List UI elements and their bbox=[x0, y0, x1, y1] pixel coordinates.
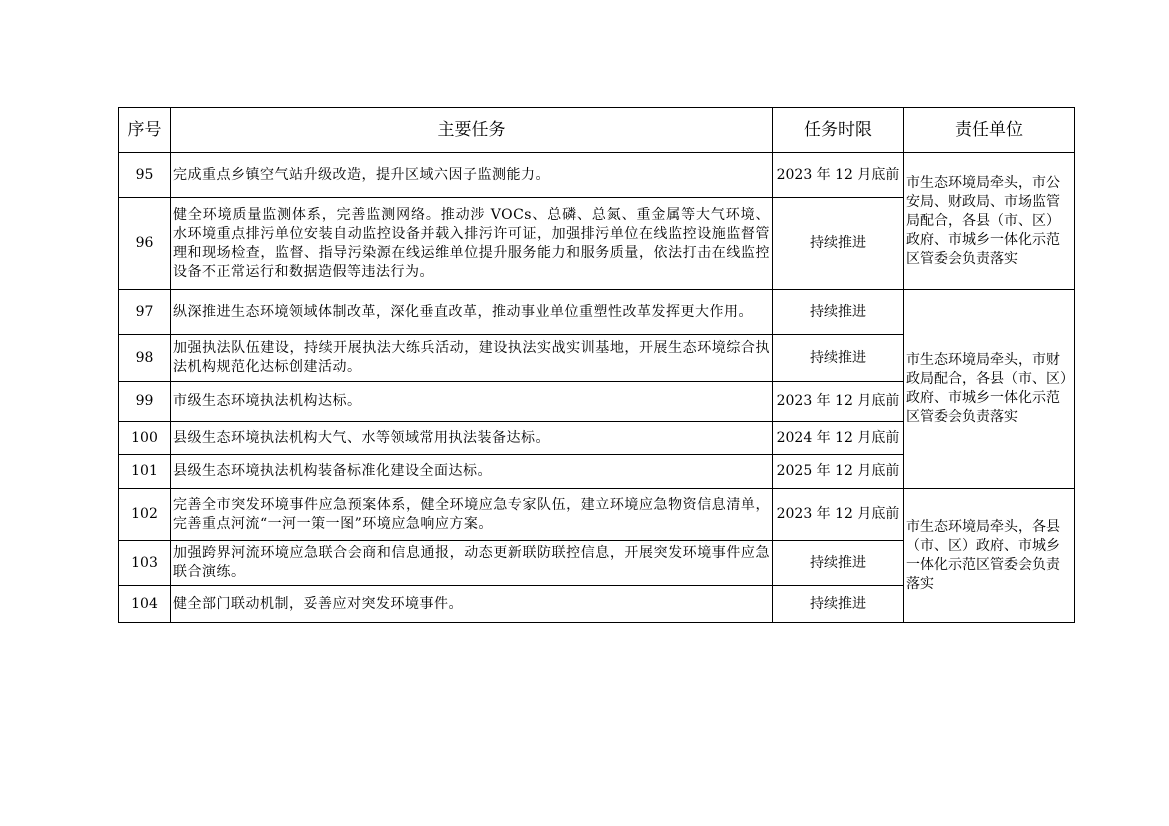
row-task: 完成重点乡镇空气站升级改造，提升区域六因子监测能力。 bbox=[171, 153, 773, 198]
row-seq: 104 bbox=[119, 586, 171, 623]
row-time: 2023 年 12 月底前 bbox=[773, 489, 904, 541]
row-seq: 98 bbox=[119, 335, 171, 382]
row-seq: 96 bbox=[119, 198, 171, 290]
row-time: 持续推进 bbox=[773, 290, 904, 335]
row-task: 纵深推进生态环境领域体制改革，深化垂直改革，推动事业单位重塑性改革发挥更大作用。 bbox=[171, 290, 773, 335]
table-row bbox=[119, 153, 1075, 198]
row-task: 市级生态环境执法机构达标。 bbox=[171, 382, 773, 422]
header-unit: 责任单位 bbox=[904, 108, 1075, 153]
header-time: 任务时限 bbox=[773, 108, 904, 153]
row-time: 持续推进 bbox=[773, 541, 904, 586]
row-task: 加强跨界河流环境应急联合会商和信息通报，动态更新联防联控信息，开展突发环境事件应急联合演练。 bbox=[171, 541, 773, 586]
task-table bbox=[118, 107, 1075, 623]
row-time: 2025 年 12 月底前 bbox=[773, 455, 904, 489]
row-time: 持续推进 bbox=[773, 586, 904, 623]
row-seq: 103 bbox=[119, 541, 171, 586]
row-task: 加强执法队伍建设，持续开展执法大练兵活动，建设执法实战实训基地，开展生态环境综合执法机构规范化达标创建活动。 bbox=[171, 335, 773, 382]
row-task: 县级生态环境执法机构大气、水等领域常用执法装备达标。 bbox=[171, 422, 773, 455]
row-time: 持续推进 bbox=[773, 198, 904, 290]
row-seq: 100 bbox=[119, 422, 171, 455]
table-row bbox=[119, 489, 1075, 541]
table-header-row bbox=[119, 108, 1075, 153]
row-time: 2024 年 12 月底前 bbox=[773, 422, 904, 455]
table-row bbox=[119, 290, 1075, 335]
row-task: 完善全市突发环境事件应急预案体系，健全环境应急专家队伍，建立环境应急物资信息清单，完善重点河流“一河一策一图”环境应急响应方案。 bbox=[171, 489, 773, 541]
row-seq: 99 bbox=[119, 382, 171, 422]
row-unit: 市生态环境局牵头，各县（市、区）政府、市城乡一体化示范区管委会负责落实 bbox=[904, 489, 1075, 623]
row-time: 持续推进 bbox=[773, 335, 904, 382]
row-task: 健全环境质量监测体系，完善监测网络。推动涉 VOCs、总磷、总氮、重金属等大气环境、水环境重点排污单位安装自动监控设备并载入排污许可证，加强排污单位在线监控设施监督管理和现场检查，监督、指导污染源在线运维单位提升服务能力和服务质量，依法打击在线监控设备不正常运行和数据造假等违法行为。 bbox=[171, 198, 773, 290]
row-unit: 市生态环境局牵头，市公安局、财政局、市场监管局配合，各县（市、区）政府、市城乡一体化示范区管委会负责落实 bbox=[904, 153, 1075, 290]
row-unit: 市生态环境局牵头，市财政局配合，各县（市、区）政府、市城乡一体化示范区管委会负责落实 bbox=[904, 290, 1075, 489]
header-seq: 序号 bbox=[119, 108, 171, 153]
row-seq: 101 bbox=[119, 455, 171, 489]
row-seq: 102 bbox=[119, 489, 171, 541]
row-seq: 97 bbox=[119, 290, 171, 335]
row-time: 2023 年 12 月底前 bbox=[773, 382, 904, 422]
row-task: 县级生态环境执法机构装备标准化建设全面达标。 bbox=[171, 455, 773, 489]
row-time: 2023 年 12 月底前 bbox=[773, 153, 904, 198]
header-task: 主要任务 bbox=[171, 108, 773, 153]
row-seq: 95 bbox=[119, 153, 171, 198]
row-task: 健全部门联动机制，妥善应对突发环境事件。 bbox=[171, 586, 773, 623]
